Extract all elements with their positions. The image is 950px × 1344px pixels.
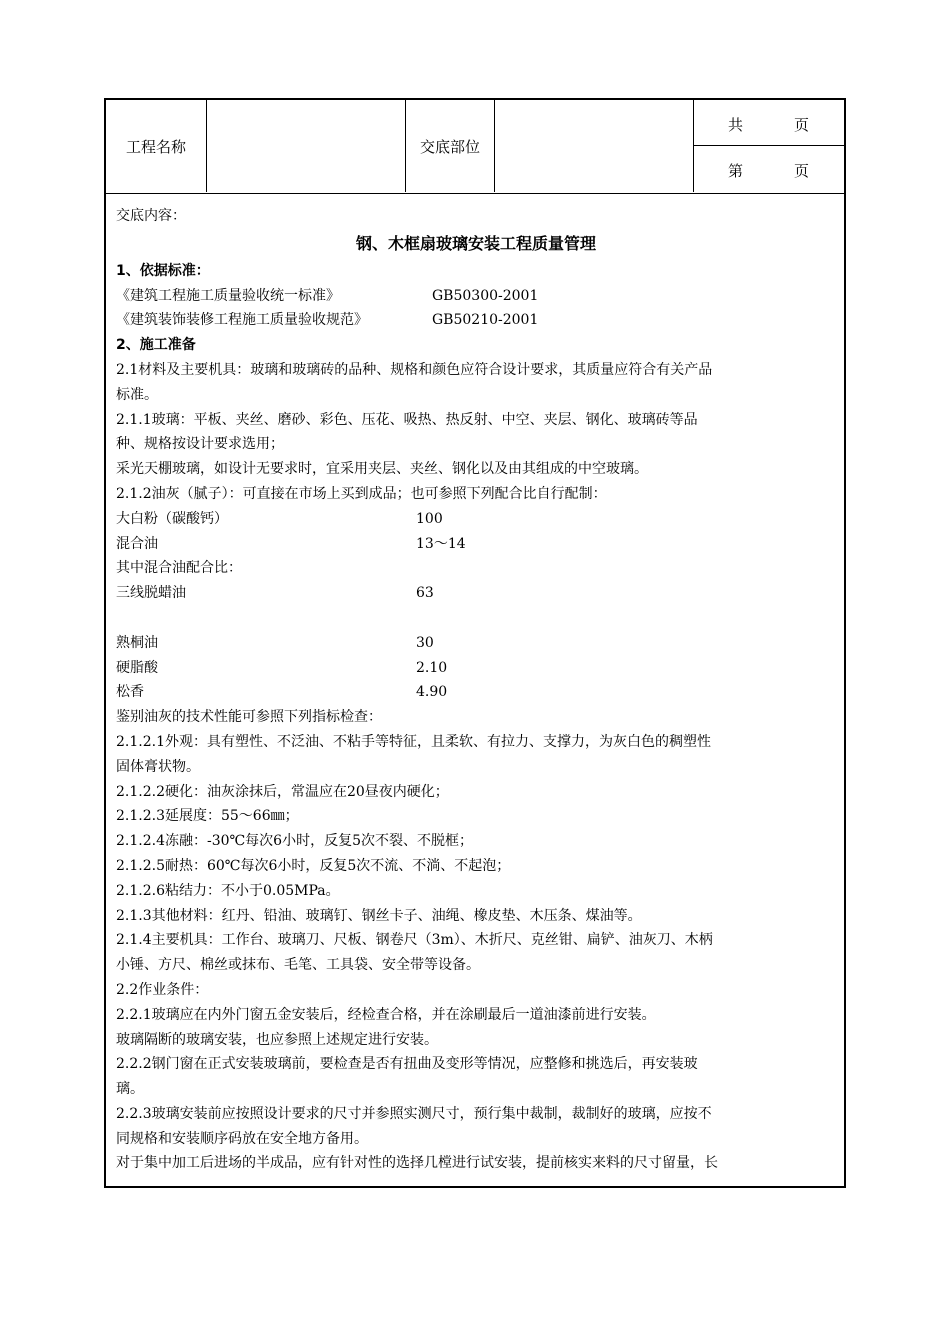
paragraph: 2.2作业条件： <box>116 981 209 998</box>
paragraph: 2.1.1玻璃：平板、夹丝、磨砂、彩色、压花、吸热、热反射、中空、夹层、钢化、玻璃砖等品 <box>116 411 698 428</box>
mix-row <box>116 680 836 705</box>
total-pages-prefix: 共 <box>728 116 744 134</box>
standard-name: 《建筑工程施工质量验收统一标准》 <box>116 287 340 304</box>
document-title: 钢、木框扇玻璃安装工程质量管理 <box>355 233 596 253</box>
mix-row <box>116 581 836 606</box>
paragraph: 璃。 <box>116 1081 144 1098</box>
paragraph: 2.2.1玻璃应在内外门窗五金安装后，经检查合格，并在涂刷最后一道油漆前进行安装。 <box>116 1006 656 1023</box>
paragraph: 2.2.2钢门窗在正式安装玻璃前，要检查是否有扭曲及变形等情况，应整修和挑选后，再安装玻 <box>116 1056 698 1073</box>
paragraph: 2.1.3其他材料：红丹、铅油、玻璃钉、钢丝卡子、油绳、橡皮垫、木压条、煤油等。 <box>116 907 642 924</box>
paragraph: 鉴别油灰的技术性能可参照下列指标检查： <box>116 709 382 726</box>
page-number-prefix: 第 <box>728 162 744 180</box>
mix-amount: 63 <box>416 585 434 602</box>
paragraph: 固体膏状物。 <box>116 758 200 775</box>
mix-amount: 30 <box>416 634 434 651</box>
paragraph: 2.1.2.5耐热：60℃每次6小时，反复5次不流、不淌、不起泡； <box>116 857 511 874</box>
paragraph: 2.1.2.6粘结力：不小于0.05MPa。 <box>116 882 340 899</box>
section-heading: 1、依据标准： <box>116 262 210 279</box>
mix-amount: 100 <box>416 510 443 527</box>
paragraph: 2.1.2.2硬化：油灰涂抹后，常温应在20昼夜内硬化； <box>116 783 449 800</box>
paragraph: 2.1.2油灰（腻子）：可直接在市场上买到成品；也可参照下列配合比自行配制： <box>116 485 607 502</box>
page-count-box <box>694 100 846 192</box>
mix-ingredient: 大白粉（碳酸钙） <box>116 510 228 527</box>
total-pages-suffix: 页 <box>794 116 810 134</box>
part-value <box>495 100 693 192</box>
standard-code: GB50210-2001 <box>432 312 539 329</box>
total-pages-row <box>694 100 846 146</box>
mix-ingredient: 熟桐油 <box>116 634 158 651</box>
mix-row <box>116 631 836 656</box>
paragraph: 2.1.2.4冻融：-30℃每次6小时，反复5次不裂、不脱框； <box>116 833 473 850</box>
paragraph: 玻璃隔断的玻璃安装，也应参照上述规定进行安装。 <box>116 1031 438 1048</box>
blank-line <box>116 606 836 631</box>
project-name-label: 工程名称 <box>125 137 186 156</box>
part-label: 交底部位 <box>419 137 480 156</box>
standard-name: 《建筑装饰装修工程施工质量验收规范》 <box>116 312 368 329</box>
standard-item <box>116 308 836 333</box>
mix-ingredient: 松香 <box>116 684 144 701</box>
mix-row <box>116 532 836 557</box>
paragraph: 标准。 <box>116 386 158 403</box>
paragraph: 对于集中加工后进场的半成品，应有针对性的选择几樘进行试安装，提前核实来料的尺寸留量，长 <box>116 1155 718 1172</box>
paragraph: 2.1材料及主要机具：玻璃和玻璃砖的品种、规格和颜色应符合设计要求，其质量应符合有关产品 <box>116 361 713 378</box>
paragraph: 2.1.2.3延展度：55～66㎜； <box>116 808 299 825</box>
paragraph: 采光天棚玻璃，如设计无要求时，宜采用夹层、夹丝、钢化以及由其组成的中空玻璃。 <box>116 461 648 478</box>
mix-row <box>116 656 836 681</box>
page-number-suffix: 页 <box>794 162 810 180</box>
mix-row <box>116 507 836 532</box>
form-header <box>106 100 844 194</box>
paragraph: 种、规格按设计要求选用； <box>116 436 284 453</box>
paragraph: 2.1.4主要机具：工作台、玻璃刀、尺板、钢卷尺（3m）、木折尺、克丝钳、扁铲、油灰刀、木柄 <box>116 932 713 949</box>
disclosure-form <box>104 98 846 1188</box>
page-number-row <box>694 146 846 192</box>
paragraph: 小锤、方尺、棉丝或抹布、毛笔、工具袋、安全带等设备。 <box>116 957 480 974</box>
standard-code: GB50300-2001 <box>432 287 539 304</box>
disclosure-content <box>116 204 836 1176</box>
intro-label: 交底内容： <box>116 208 186 224</box>
paragraph: 其中混合油配合比： <box>116 560 242 577</box>
mix-amount: 13～14 <box>416 535 466 552</box>
paragraph: 2.1.2.1外观：具有塑性、不泛油、不粘手等特征，且柔软、有拉力、支撑力，为灰白色的稠塑性 <box>116 733 711 750</box>
mix-amount: 4.90 <box>416 684 448 701</box>
standard-item <box>116 284 836 309</box>
section-heading: 2、施工准备 <box>116 337 196 354</box>
project-name-value <box>207 100 405 192</box>
mix-amount: 2.10 <box>416 659 448 676</box>
mix-ingredient: 三线脱蜡油 <box>116 585 186 602</box>
paragraph: 2.2.3玻璃安装前应按照设计要求的尺寸并参照实测尺寸，预行集中裁制，裁制好的玻璃，应按不 <box>116 1105 712 1122</box>
paragraph: 同规格和安装顺序码放在安全地方备用。 <box>116 1130 368 1147</box>
mix-ingredient: 硬脂酸 <box>116 659 158 676</box>
mix-ingredient: 混合油 <box>116 535 158 552</box>
